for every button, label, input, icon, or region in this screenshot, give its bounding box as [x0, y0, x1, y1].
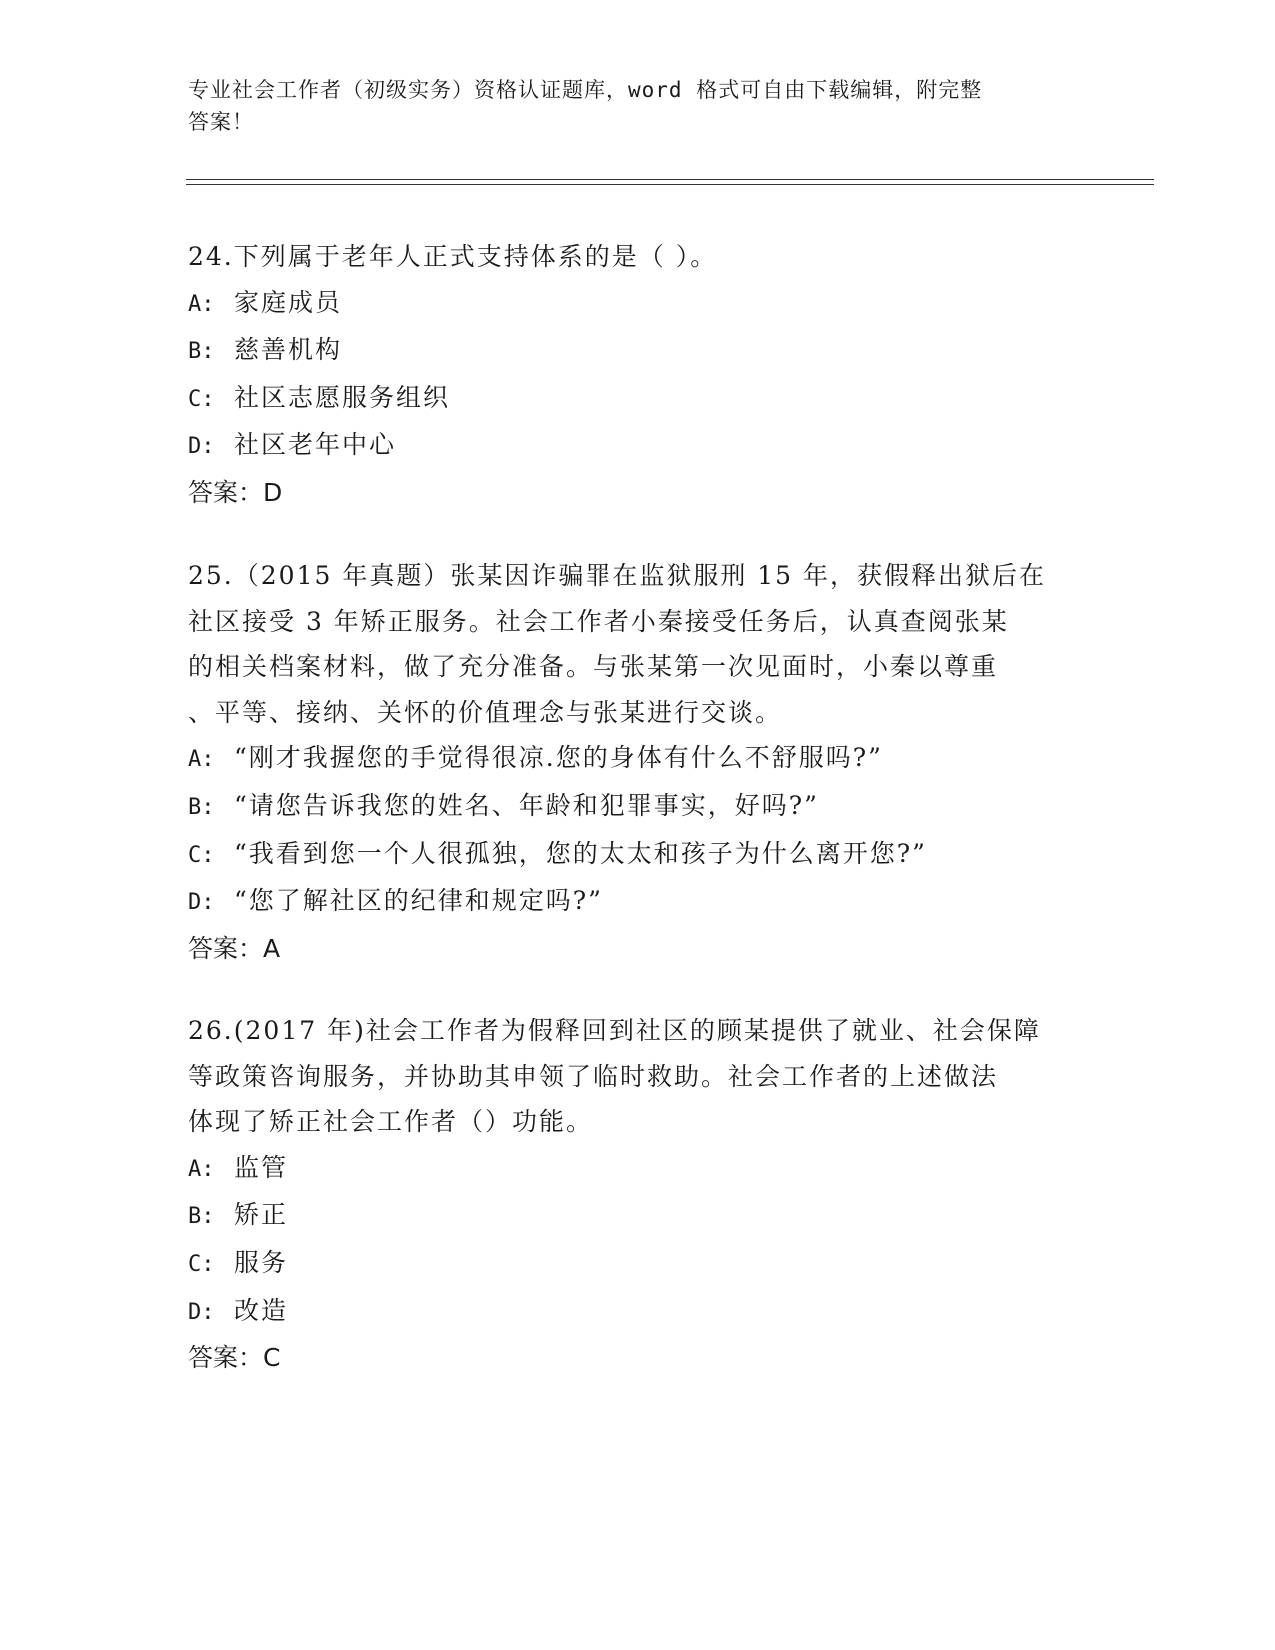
option-d [188, 1288, 1088, 1336]
option-b [188, 783, 1088, 831]
option-text: 家庭成员 [234, 287, 343, 317]
question-stem-line-2: 社区接受 3 年矫正服务。社会工作者小秦接受任务后，认真查阅张某 [188, 606, 1009, 636]
option-key: B: [188, 794, 215, 820]
document-header [188, 74, 1088, 138]
option-text: “刚才我握您的手觉得很凉.您的身体有什么不舒服吗?” [234, 743, 883, 773]
answer-label: 答案：D [188, 477, 283, 507]
option-b [188, 1192, 1088, 1240]
option-text: 服务 [234, 1247, 289, 1277]
option-c [188, 1240, 1088, 1288]
option-key: D: [188, 434, 215, 460]
option-key: B: [188, 339, 215, 365]
option-c [188, 375, 1088, 423]
option-text: “我看到您一个人很孤独，您的太太和孩子为什么离开您?” [234, 838, 927, 868]
option-a [188, 280, 1088, 328]
option-text: 社区志愿服务组织 [234, 382, 451, 412]
option-key: A: [188, 1156, 215, 1182]
question-stem-line-1: 25.（2015 年真题）张某因诈骗罪在监狱服刑 15 年，获假释出狱后在 [188, 561, 1047, 590]
option-a [188, 1145, 1088, 1193]
option-key: D: [188, 890, 215, 916]
header-line-2: 答案！ [188, 110, 254, 134]
option-text: 监管 [234, 1152, 289, 1182]
option-key: D: [188, 1299, 215, 1325]
question-stem-line-3: 的相关档案材料，做了充分准备。与张某第一次见面时，小秦以尊重 [188, 652, 999, 682]
question-stem: 24.下列属于老年人正式支持体系的是（ ）。 [188, 242, 718, 271]
option-text: 社区老年中心 [234, 430, 397, 460]
option-key: B: [188, 1204, 215, 1230]
option-text: 慈善机构 [234, 335, 343, 365]
option-b [188, 327, 1088, 375]
option-c [188, 831, 1088, 879]
option-d [188, 878, 1088, 926]
option-key: C: [188, 1251, 215, 1277]
option-key: C: [188, 386, 215, 412]
answer-label: 答案：C [188, 1343, 281, 1373]
option-text: 改造 [234, 1295, 289, 1325]
header-divider-top [186, 179, 1154, 180]
question-25 [188, 553, 1088, 971]
question-26 [188, 1008, 1088, 1381]
option-key: A: [188, 291, 215, 317]
option-d [188, 422, 1088, 470]
option-text: “请您告诉我您的姓名、年龄和犯罪事实，好吗?” [234, 790, 819, 820]
header-line-1: 专业社会工作者（初级实务）资格认证题库，word 格式可自由下载编辑，附完整 [188, 78, 983, 102]
question-stem-line-2: 等政策咨询服务，并协助其申领了临时救助。社会工作者的上述做法 [188, 1061, 999, 1091]
answer-label: 答案：A [188, 933, 281, 963]
question-stem-line-1: 26.(2017 年)社会工作者为假释回到社区的顾某提供了就业、社会保障 [188, 1016, 1041, 1045]
option-text: 矫正 [234, 1200, 289, 1230]
header-divider-bottom [186, 184, 1154, 185]
option-key: A: [188, 747, 215, 773]
question-stem-line-3: 体现了矫正社会工作者（）功能。 [188, 1107, 594, 1137]
question-stem-line-4: 、平等、接纳、关怀的价值理念与张某进行交谈。 [188, 697, 783, 727]
option-key: C: [188, 842, 215, 868]
option-a [188, 735, 1088, 783]
question-24 [188, 234, 1088, 516]
option-text: “您了解社区的纪律和规定吗?” [234, 886, 603, 916]
